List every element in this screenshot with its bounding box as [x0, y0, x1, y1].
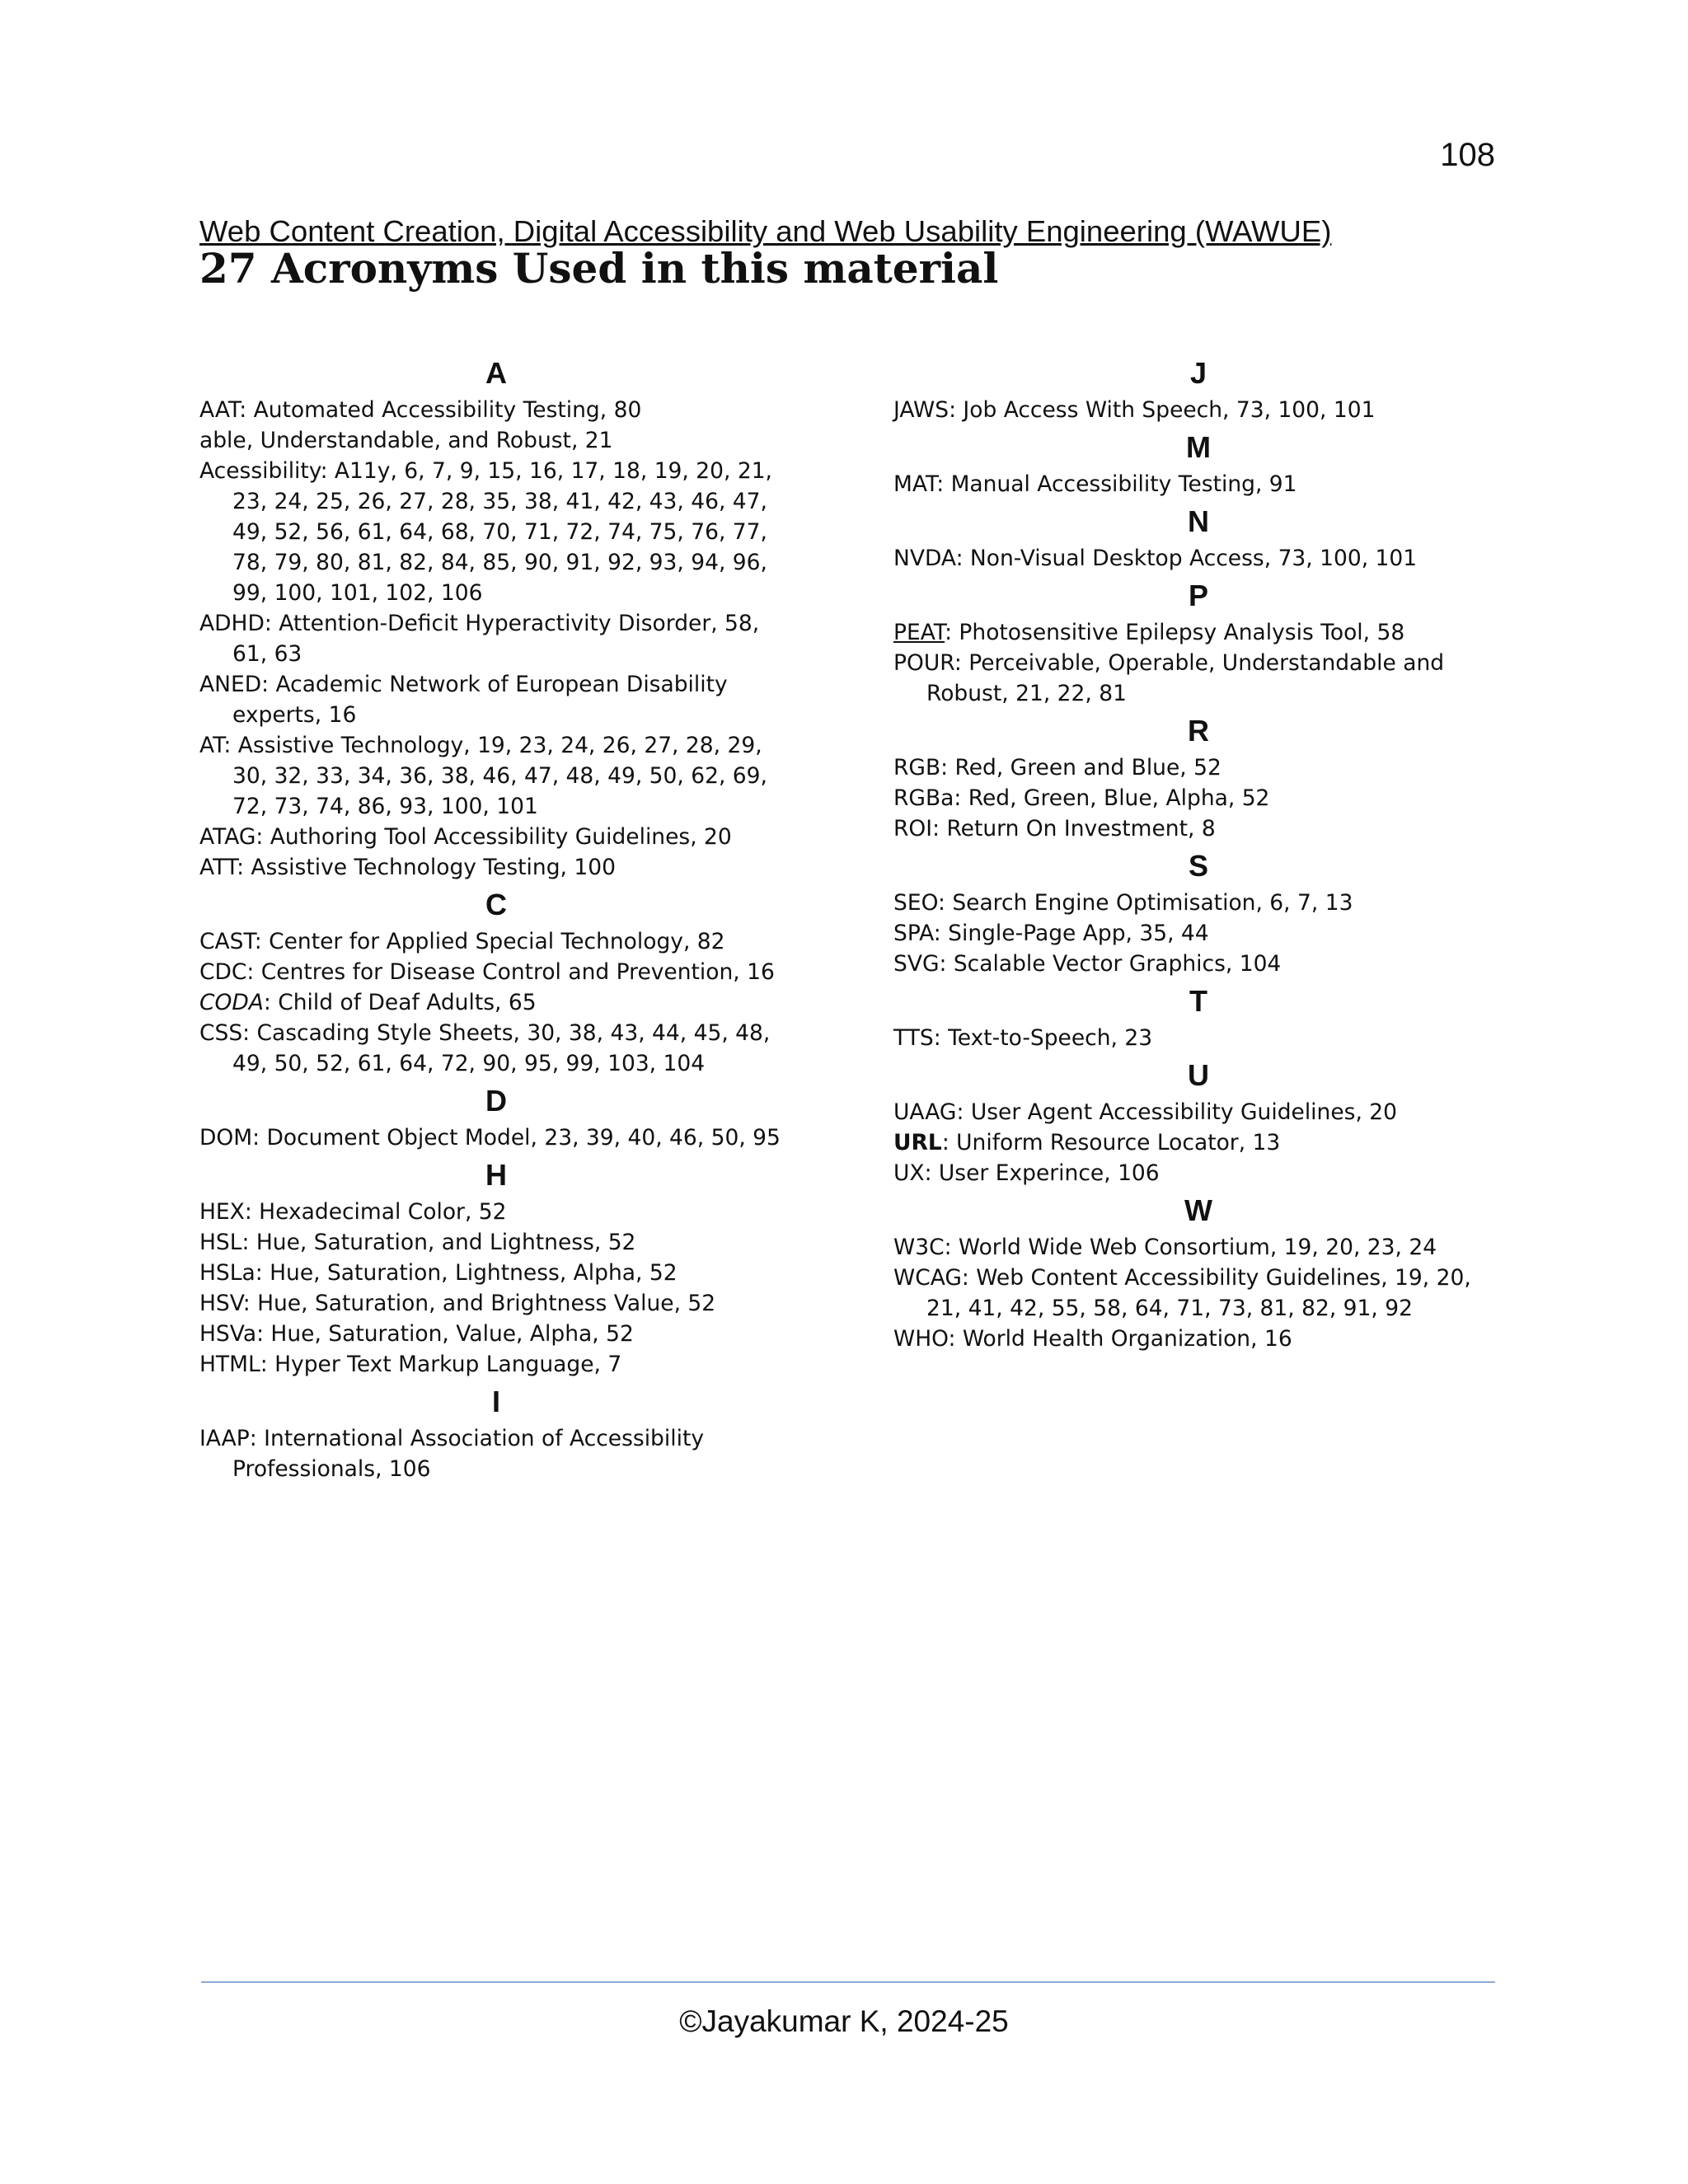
acronym-term: AAT [199, 397, 240, 423]
letter-group-a [199, 351, 793, 883]
acronym-term: TTS [893, 1025, 934, 1051]
acronym-entry [893, 1158, 1503, 1188]
acronym-definition: : Hyper Text Markup Language, 7 [260, 1352, 622, 1377]
acronym-definition: : Automated Accessibility Testing, 80 [239, 397, 642, 423]
letter-group-w [893, 1188, 1503, 1354]
acronym-term: SVG [893, 951, 940, 977]
acronym-term: W3C [893, 1235, 945, 1260]
acronym-entry [199, 1018, 793, 1079]
acronym-entry [199, 1288, 793, 1319]
acronym-term: ROI [893, 816, 933, 841]
letter-heading: W [1184, 1193, 1212, 1227]
acronym-entry [199, 395, 793, 425]
acronym-term: ATAG [199, 824, 256, 850]
letter-heading: C [485, 888, 507, 921]
acronym-entry [893, 1263, 1503, 1324]
letter-heading: I [491, 1385, 500, 1418]
letter-group-p [893, 574, 1503, 709]
acronym-term: CDC [199, 959, 247, 985]
acronym-definition: : World Wide Web Consortium, 19, 20, 23, 24 [944, 1235, 1437, 1260]
acronym-definition: : Center for Applied Special Technology, 82 [254, 929, 725, 954]
acronym-definition: : Uniform Resource Locator, 13 [941, 1130, 1281, 1155]
acronym-term: ADHD [199, 611, 265, 636]
acronym-entry [199, 425, 793, 456]
acronym-term: CODA [199, 990, 264, 1015]
acronym-entry [893, 752, 1503, 783]
letter-group-d [199, 1079, 793, 1153]
letter-group-s [893, 844, 1503, 979]
letter-heading: U [1188, 1058, 1209, 1092]
acronym-definition: : User Experince, 106 [924, 1160, 1160, 1186]
acronym-term: ANED [199, 672, 262, 697]
acronym-definition: : Child of Deaf Adults, 65 [263, 990, 537, 1015]
acronym-definition: : International Association of Accessibility Professionals, 106 [232, 1426, 705, 1482]
acronym-term: SEO [893, 890, 938, 916]
acronym-term: HEX [199, 1199, 245, 1225]
letter-group-h [199, 1153, 793, 1380]
acronym-entry [199, 608, 793, 669]
letter-heading: M [1186, 430, 1211, 464]
acronym-definition: : Search Engine Optimisation, 6, 7, 13 [937, 890, 1353, 916]
acronym-entry [199, 822, 793, 852]
acronym-definition: : Text-to-Speech, 23 [933, 1025, 1153, 1051]
acronym-entry [893, 918, 1503, 949]
acronym-entry [199, 1258, 793, 1288]
acronym-definition: : Authoring Tool Accessibility Guidelines, 20 [256, 824, 732, 850]
acronym-definition: : Cascading Style Sheets, 30, 38, 43, 44, 45, 48, 49, 50, 52, 61, 64, 72, 90, 95, 99, 103, 104 [232, 1020, 771, 1076]
acronym-term: RGBa [893, 785, 954, 811]
letter-heading: A [485, 356, 507, 390]
acronym-term: ATT [199, 855, 237, 880]
acronym-term: JAWS [893, 397, 950, 423]
acronym-definition: : Photosensitive Epilepsy Analysis Tool, 58 [945, 620, 1405, 645]
acronym-entry [199, 669, 793, 730]
acronym-definition: : Centres for Disease Control and Prevention, 16 [246, 959, 775, 985]
acronym-entry [893, 1023, 1503, 1053]
acronym-term: HTML [199, 1352, 260, 1377]
acronym-definition: : Perceivable, Operable, Understandable and Robust, 21, 22, 81 [926, 650, 1445, 706]
acronym-entry [199, 1227, 793, 1258]
acronym-definition: : Hue, Saturation, and Lightness, 52 [241, 1230, 636, 1255]
acronym-definition: : Red, Green and Blue, 52 [940, 755, 1221, 780]
acronym-entry [199, 1349, 793, 1380]
acronym-entry [893, 617, 1503, 648]
acronym-entry [893, 543, 1503, 574]
acronym-term: HSV [199, 1291, 243, 1316]
acronym-definition: able, Understandable, and Robust, 21 [199, 428, 613, 453]
acronym-term: WCAG [893, 1265, 962, 1291]
acronym-term: IAAP [199, 1426, 250, 1451]
letter-group-u [893, 1053, 1503, 1188]
acronym-entry [893, 648, 1503, 709]
acronym-definition: : Hue, Saturation, and Brightness Value, 52 [242, 1291, 716, 1316]
acronym-definition: : Attention-Deficit Hyperactivity Disorder, 58, 61, 63 [232, 611, 760, 667]
acronym-term: RGB [893, 755, 941, 780]
acronym-entry [893, 813, 1503, 844]
acronym-definition: : A11y, 6, 7, 9, 15, 16, 17, 18, 19, 20, 21, 23, 24, 25, 26, 27, 28, 35, 38, 41, 42, 43, 46, 47, 49, 52, 56, 61, 64, 68, 70, 71, 72, 74, 75, 76, 77, 78, 79, 80, 81, 82, 84, 85, 90, 91, 92, 93, 94, 96, 99, 100, 101, 102, 106 [232, 458, 772, 606]
acronym-definition: : Hue, Saturation, Lightness, Alpha, 52 [255, 1260, 678, 1286]
acronym-entry [199, 456, 793, 608]
acronym-term: Acessibility [199, 458, 321, 484]
acronym-definition: : World Health Organization, 16 [948, 1326, 1292, 1352]
acronym-term: AT [199, 733, 224, 758]
acronym-definition: : Hexadecimal Color, 52 [244, 1199, 507, 1225]
acronym-entry [199, 987, 793, 1018]
acronym-entry [199, 1423, 793, 1484]
letter-heading: N [1188, 504, 1209, 538]
acronym-term: HSLa [199, 1260, 256, 1286]
acronym-entry [893, 1097, 1503, 1127]
letter-heading: P [1188, 579, 1208, 612]
acronym-entry [199, 957, 793, 987]
acronym-definition: : Assistive Technology, 19, 23, 24, 26, 27, 28, 29, 30, 32, 33, 34, 36, 38, 46, 47, 48, 49, 50, 62, 69, 72, 73, 74, 86, 93, 100, 101 [223, 733, 767, 819]
letter-heading: S [1188, 849, 1208, 883]
acronym-definition: : Return On Investment, 8 [932, 816, 1216, 841]
acronym-entry [199, 926, 793, 957]
letter-heading: R [1188, 714, 1209, 748]
acronym-definition: : Red, Green, Blue, Alpha, 52 [954, 785, 1270, 811]
page-number: 108 [1440, 137, 1495, 173]
acronym-term: UX [893, 1160, 925, 1186]
acronym-entry [893, 395, 1503, 425]
acronym-entry [893, 1324, 1503, 1354]
acronym-entry [893, 1127, 1503, 1158]
letter-heading: D [485, 1084, 507, 1118]
acronym-term: SPA [893, 921, 934, 946]
acronym-definition: : Academic Network of European Disability experts, 16 [232, 672, 728, 728]
acronym-definition: : Assistive Technology Testing, 100 [237, 855, 616, 880]
acronym-term: MAT [893, 471, 937, 497]
acronym-term: DOM [199, 1125, 253, 1151]
acronym-definition: : Scalable Vector Graphics, 104 [939, 951, 1282, 977]
letter-group-c [199, 883, 793, 1079]
acronym-term: POUR [893, 650, 954, 676]
running-header: Web Content Creation, Digital Accessibility and Web Usability Engineering (WAWUE) [199, 214, 1332, 248]
acronym-term: CAST [199, 929, 255, 954]
acronym-column-left [199, 351, 793, 1484]
acronym-term: NVDA [893, 546, 956, 571]
letter-group-r [893, 709, 1503, 844]
acronym-definition: : Document Object Model, 23, 39, 40, 46, 50, 95 [252, 1125, 781, 1151]
acronym-definition: : Non-Visual Desktop Access, 73, 100, 101 [955, 546, 1418, 571]
letter-group-t [893, 979, 1503, 1053]
acronym-definition: : Job Access With Speech, 73, 100, 101 [949, 397, 1376, 423]
acronym-term: URL [893, 1130, 942, 1155]
acronym-entry [199, 1197, 793, 1227]
letter-heading: T [1189, 984, 1207, 1018]
acronym-entry [893, 1232, 1503, 1263]
acronym-entry [199, 1122, 793, 1153]
acronym-entry [893, 888, 1503, 918]
chapter-title: 27 Acronyms Used in this material [199, 244, 999, 293]
letter-heading: H [485, 1158, 507, 1192]
letter-group-j [893, 351, 1503, 425]
letter-group-n [893, 499, 1503, 574]
acronym-term: WHO [893, 1326, 949, 1352]
acronym-term: PEAT [893, 620, 945, 645]
footer-rule [201, 1981, 1495, 1983]
acronym-term: HSVa [199, 1321, 257, 1347]
acronym-definition: : Single-Page App, 35, 44 [933, 921, 1209, 946]
acronym-entry [893, 783, 1503, 813]
acronym-column-right [893, 351, 1503, 1354]
letter-heading: J [1189, 356, 1207, 390]
letter-group-i [199, 1380, 793, 1484]
acronym-term: UAAG [893, 1099, 957, 1125]
letter-group-m [893, 425, 1503, 499]
acronym-term: CSS [199, 1020, 243, 1046]
acronym-term: HSL [199, 1230, 242, 1255]
acronym-definition: : Web Content Accessibility Guidelines, 19, 20, 21, 41, 42, 55, 58, 64, 71, 73, 81, 82, 91, 92 [926, 1265, 1471, 1321]
acronym-entry [199, 852, 793, 883]
acronym-entry [893, 949, 1503, 979]
footer-copyright: ©Jayakumar K, 2024-25 [679, 2004, 1009, 2038]
acronym-definition: : User Agent Accessibility Guidelines, 20 [956, 1099, 1398, 1125]
acronym-entry [199, 1319, 793, 1349]
acronym-definition: : Manual Accessibility Testing, 91 [936, 471, 1297, 497]
acronym-entry [199, 730, 793, 822]
acronym-definition: : Hue, Saturation, Value, Alpha, 52 [256, 1321, 634, 1347]
acronym-entry [893, 469, 1503, 499]
